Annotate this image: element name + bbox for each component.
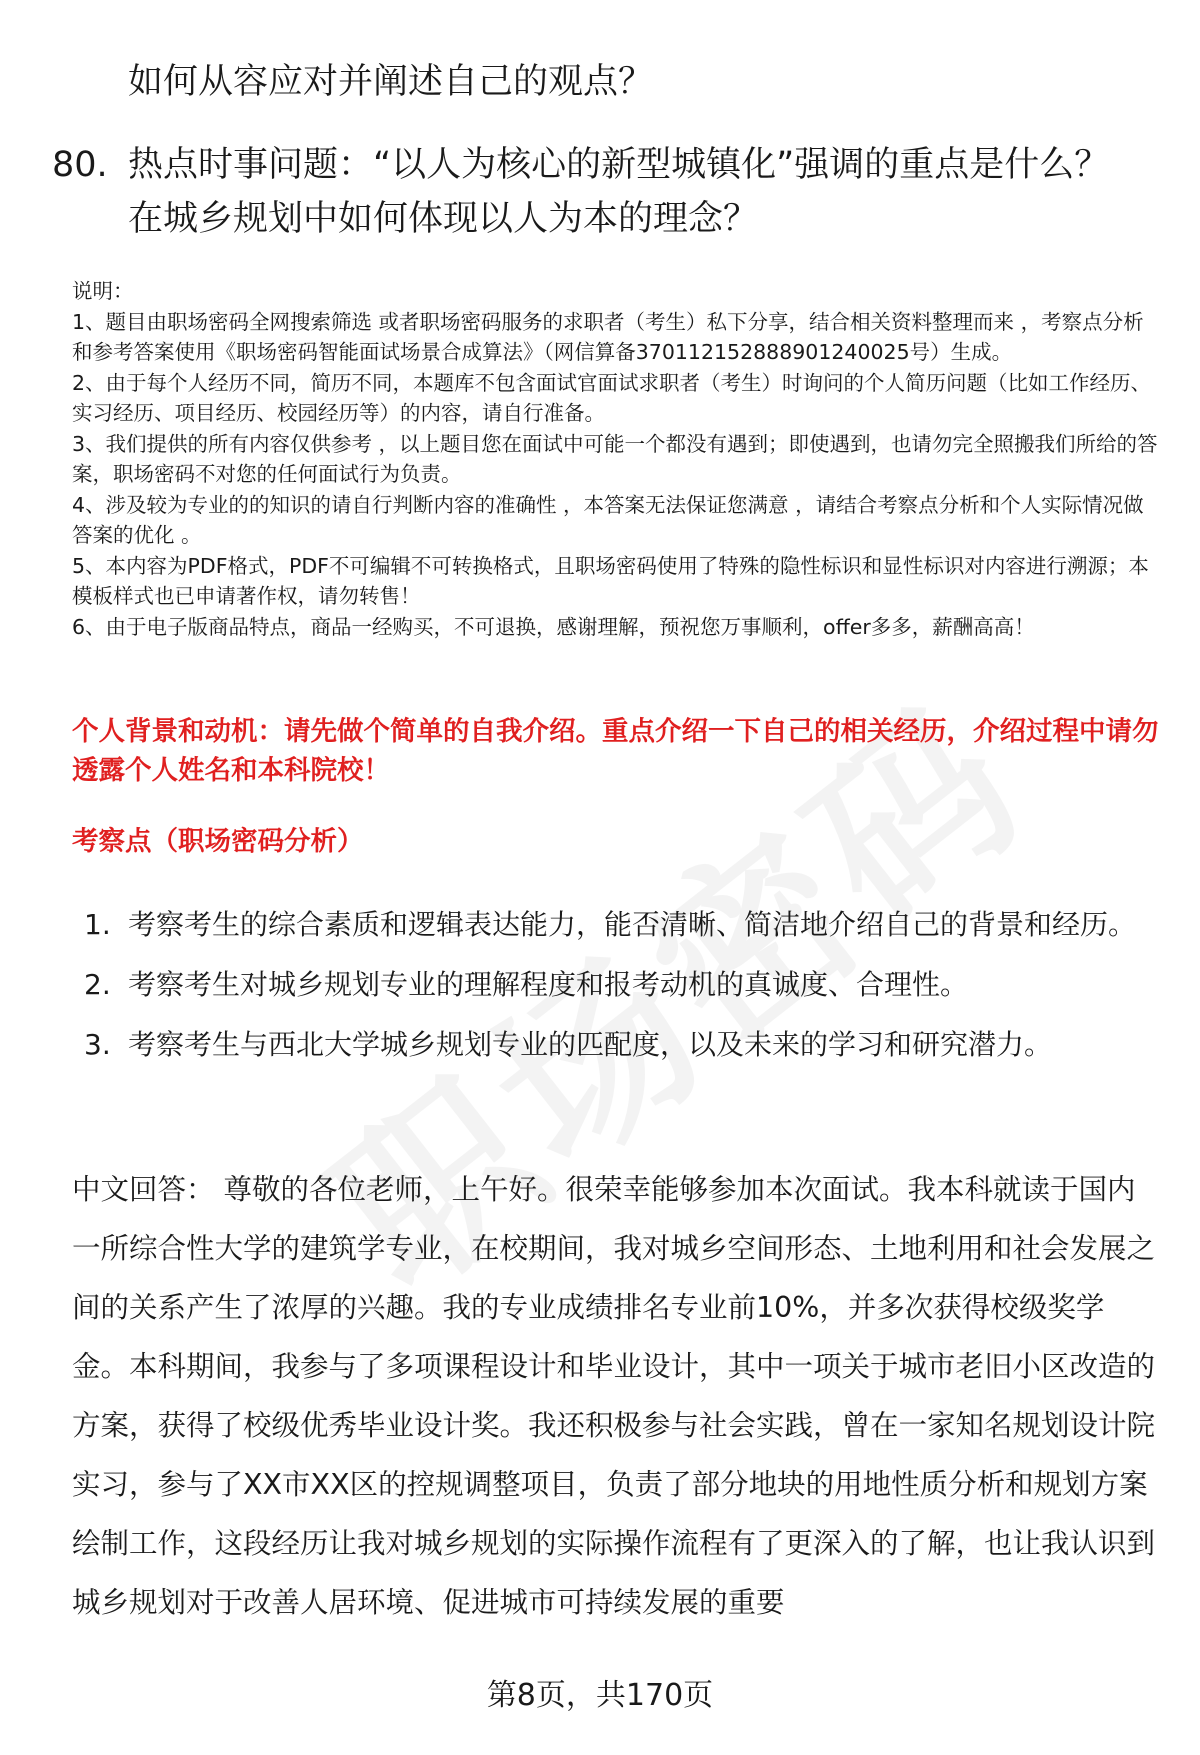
question-text: 热点时事问题：“以人为核心的新型城镇化”强调的重点是什么？在城乡规划中如何体现以人为本的理念？ (128, 145, 1110, 239)
question-80 (52, 138, 1142, 246)
analysis-heading: 考察点（职场密码分析） (72, 826, 364, 857)
list-item (84, 896, 1164, 954)
list-item-number: 1. (84, 908, 111, 941)
list-item-number: 2. (84, 968, 111, 1001)
list-item (84, 1016, 1164, 1074)
note-item: 5、本内容为PDF格式，PDF不可编辑不可转换格式，且职场密码使用了特殊的隐性标识和显性标识对内容进行溯源；本模板样式也已申请著作权，请勿转售！ (72, 553, 1149, 608)
note-item: 6、由于电子版商品特点，商品一经购买，不可退换，感谢理解，预祝您万事顺利，offer多多，薪酬高高！ (72, 614, 1035, 639)
note-item: 2、由于每个人经历不同，简历不同，本题库不包含面试官面试求职者（考生）时询问的个人简历问题（比如工作经历、实习经历、项目经历、校园经历等）的内容，请自行准备。 (72, 370, 1152, 425)
question-continuation: 如何从容应对并阐述自己的观点？ (128, 62, 654, 102)
list-item-text: 考察考生的综合素质和逻辑表达能力，能否清晰、简洁地介绍自己的背景和经历。 (128, 908, 1137, 941)
disclaimer-notes (72, 276, 1162, 642)
list-item (84, 956, 1164, 1014)
list-item-text: 考察考生与西北大学城乡规划专业的匹配度，以及未来的学习和研究潜力。 (128, 1028, 1053, 1061)
list-item-number: 3. (84, 1028, 111, 1061)
note-item: 4、涉及较为专业的的知识的请自行判断内容的准确性 ，本答案无法保证您满意 ，请结合考察点分析和个人实际情况做答案的优化 。 (72, 492, 1144, 547)
note-item: 1、题目由职场密码全网搜索筛选 或者职场密码服务的求职者（考生）私下分享，结合相关资料整理而来 ，考察点分析和参考答案使用《职场密码智能面试场景合成算法》（网信算备370112152888901240025号）生成。 (72, 309, 1144, 364)
notes-title: 说明： (72, 279, 134, 303)
interview-question-heading: 个人背景和动机：请先做个简单的自我介绍。重点介绍一下自己的相关经历，介绍过程中请勿透露个人姓名和本科院校！ (72, 716, 1159, 786)
list-item-text: 考察考生对城乡规划专业的理解程度和报考动机的真诚度、合理性。 (128, 968, 969, 1001)
page-number: 第8页，共170页 (486, 1678, 714, 1713)
answer-paragraph: 中文回答： 尊敬的各位老师，上午好。很荣幸能够参加本次面试。我本科就读于国内一所综合性大学的建筑学专业，在校期间，我对城乡空间形态、土地利用和社会发展之间的关系产生了浓厚的兴趣。我的专业成绩排名专业前10%，并多次获得校级奖学金。本科期间，我参与了多项课程设计和毕业设计，其中一项关于城市老旧小区改造的方案，获得了校级优秀毕业设计奖。我还积极参与社会实践，曾在一家知名规划设计院实习，参与了XX市XX区的控规调整项目，负责了部分地块的用地性质分析和规划方案绘制工作，这段经历让我对城乡规划的实际操作流程有了更深入的了解，也让我认识到城乡规划对于改善人居环境、促进城市可持续发展的重要 (72, 1173, 1156, 1619)
analysis-points-list (84, 896, 1164, 1076)
note-item: 3、我们提供的所有内容仅供参考 ，以上题目您在面试中可能一个都没有遇到；即使遇到，也请勿完全照搬我们所给的答案，职场密码不对您的任何面试行为负责。 (72, 431, 1158, 486)
question-number: 80. (52, 145, 108, 185)
